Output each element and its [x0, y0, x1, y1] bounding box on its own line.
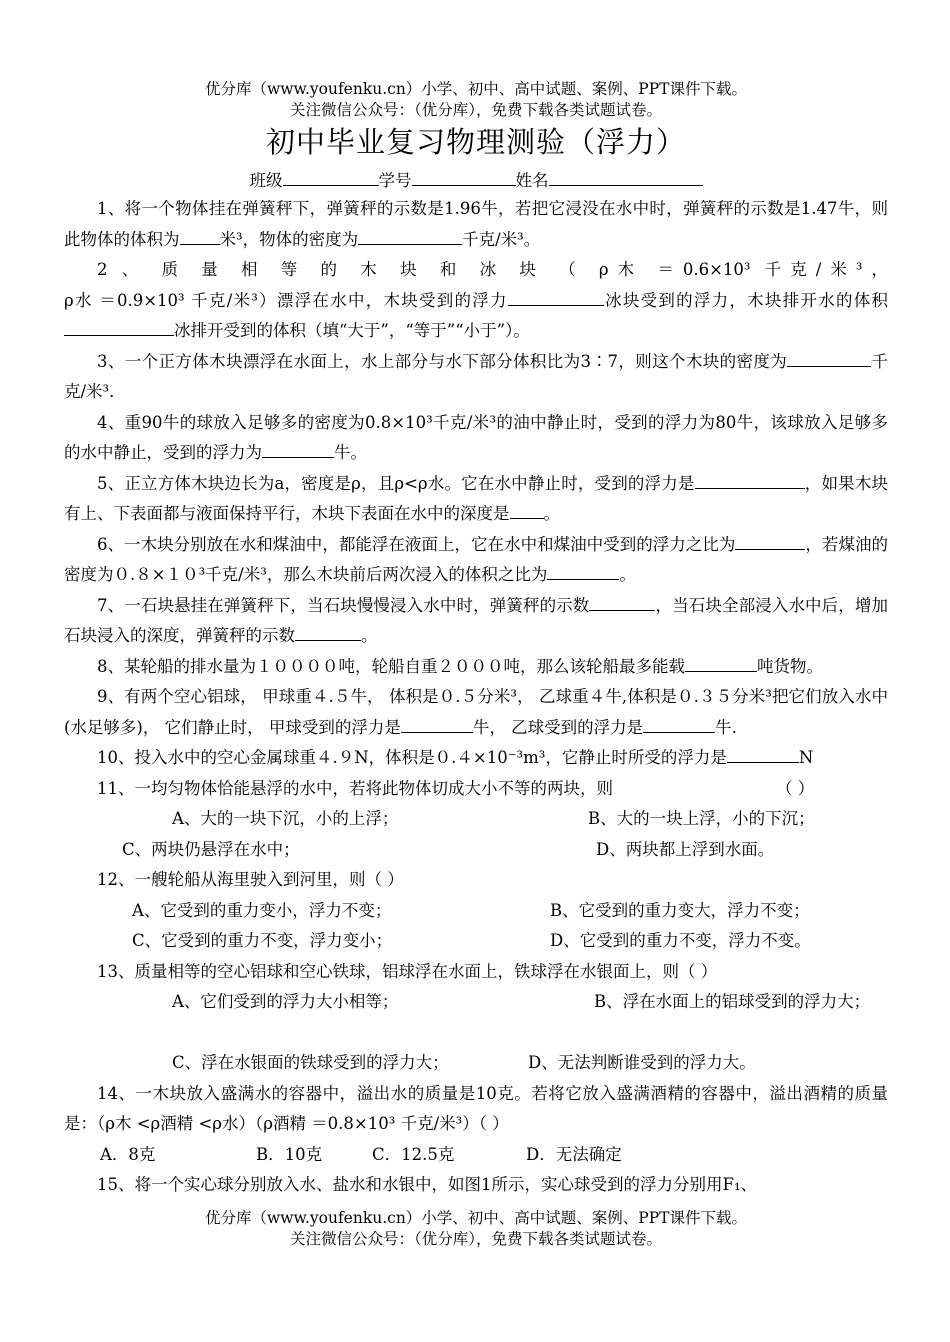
name-label: 姓名 [515, 171, 549, 190]
class-blank [283, 168, 379, 186]
option-c: C、两块仍悬浮在水中； [122, 839, 300, 859]
option-c: C．12.5克 [372, 1144, 455, 1164]
option-a: A、它们受到的浮力大小相等； [172, 992, 399, 1011]
question-11-stem: 11、一均匀物体恰能悬浮的水中，若将此物体切成大小不等的两块，则 （ ） [97, 778, 815, 798]
answer-blank [685, 654, 757, 672]
answer-blank [727, 745, 799, 763]
answer-blank [547, 562, 619, 580]
page-footer [64, 1208, 888, 1250]
option-a: A．8克 [100, 1144, 156, 1164]
option-a: A、大的一块下沉，小的上浮； [172, 809, 399, 828]
question-11-options-ab [64, 804, 888, 835]
question-3: 3、一个正方体木块漂浮在水面上，水上部分与水下部分体积比为3∶7，则这个木块的密度为 千克/米³. [64, 347, 888, 408]
question-9: 9、有两个空心铝球， 甲球重４.５牛， 体积是０.５分米³， 乙球重４牛,体积是０.３５分米³把它们放入水中(水足够多)， 它们静止时， 甲球受到的浮力是 牛， 乙球受到的浮力是 牛. [64, 687, 888, 737]
option-a: A、它受到的重力变小，浮力不变； [132, 900, 392, 920]
option-b: B、它受到的重力变大，浮力不变； [550, 900, 810, 920]
answer-blank [695, 471, 805, 489]
answer-blank [401, 715, 473, 733]
name-blank [549, 168, 703, 186]
question-10: 10、投入水中的空心金属球重４.９N，体积是０.４×10⁻³m³，它静止时所受的浮力是 N [64, 743, 888, 774]
footer-line-1: 优分库（www.youfenku.cn）小学、初中、高中试题、案例、PPT课件下载。 [204, 1209, 748, 1227]
option-d: D、它受到的重力不变，浮力不变。 [550, 931, 811, 950]
answer-blank [262, 440, 334, 458]
option-b: B、大的一块上浮，小的下沉； [588, 809, 815, 828]
answer-blank [64, 318, 174, 336]
id-label: 学号 [378, 171, 412, 190]
question-14-options [64, 1140, 888, 1171]
header-line-2: 关注微信公众号：（优分库），免费下载各类试题试卷。 [289, 101, 662, 119]
question-list [64, 194, 888, 1201]
question-8: 8、某轮船的排水量为１００００吨，轮船自重２０００吨，那么该轮船最多能载 吨货物。 [64, 652, 888, 683]
question-11-options-cd [64, 835, 888, 866]
page-title: 初中毕业复习物理测验（浮力） [265, 125, 686, 159]
header-line-1: 优分库（www.youfenku.cn）小学、初中、高中试题、案例、PPT课件下载。 [204, 80, 748, 98]
question-15: 15、将一个实心球分别放入水、盐水和水银中，如图1所示，实心球受到的浮力分别用F₁、 [97, 1175, 758, 1194]
question-5: 5、正立方体木块边长为a，密度是ρ，且ρ<ρ水。它在水中静止时，受到的浮力是 ，如果木块有上、下表面都与液面保持平行，木块下表面在水中的深度是 。 [64, 469, 888, 530]
question-13-options-cd [64, 1018, 888, 1079]
question-7: 7、一石块悬挂在弹簧秤下，当石块慢慢浸入水中时，弹簧秤的示数 ，当石块全部浸入水中后，增加石块浸入的深度，弹簧秤的示数 。 [64, 591, 888, 652]
question-14: 14、一木块放入盛满水的容器中，溢出水的质量是10克。若将它放入盛满酒精的容器中，溢出酒精的质量是：（ρ木 <ρ酒精 <ρ水）（ρ酒精 ＝0.8×10³ 千克/米³）（ ） [64, 1083, 888, 1133]
question-13-stem: 13、质量相等的空心铝球和空心铁球，铝球浮在水面上，铁球浮在水银面上，则（ ） [97, 961, 718, 981]
question-12-options-ab [64, 896, 888, 927]
answer-blank [787, 349, 871, 367]
option-b: B．10克 [256, 1144, 323, 1164]
option-c: C、它受到的重力不变，浮力变小； [132, 931, 393, 950]
question-12-options-cd [64, 926, 888, 957]
id-blank [412, 168, 516, 186]
student-info-line [64, 168, 888, 193]
option-d: D、两块都上浮到水面。 [596, 839, 775, 859]
answer-blank [295, 623, 361, 641]
answer-blank [735, 532, 805, 550]
question-1: 1、将一个物体挂在弹簧秤下，弹簧秤的示数是1.96牛，若把它浸没在水中时，弹簧秤的示数是1.47牛，则此物体的体积为 米³，物体的密度为 千克/米³。 [64, 199, 888, 249]
question-12-stem: 12、一艘轮船从海里驶入到河里，则（ ） [97, 870, 404, 889]
question-6: 6、一木块分别放在水和煤油中，都能浮在液面上，它在水中和煤油中受到的浮力之比为 ，若煤油的密度为０.８×１０³千克/米³，那么木块前后两次浸入的体积之比为 。 [64, 530, 888, 591]
question-2-line-1: 2 、 质 量 相 等 的 木 块 和 冰 块 （ ρ木 ＝0.6×10³ 千克/米³， [97, 260, 888, 279]
answer-blank [358, 227, 462, 245]
question-13-options-ab [64, 987, 888, 1018]
option-d: D、无法判断谁受到的浮力大。 [528, 1053, 756, 1072]
answer-blank [180, 227, 220, 245]
option-d: D．无法确定 [526, 1144, 622, 1164]
question-2: ρ水 ＝0.9×10³ 千克/米³）漂浮在水中，木块受到的浮力 冰块受到的浮力，木块排开水的体积冰排开受到的体积（填“大于”，“等于”“小于”）。 [64, 286, 888, 347]
question-4: 4、重90牛的球放入足够多的密度为0.8×10³千克/米³的油中静止时，受到的浮力为80牛，该球放入足够多的水中静止，受到的浮力为 牛。 [64, 412, 888, 462]
class-label: 班级 [249, 171, 283, 190]
option-b: B、浮在水面上的铝球受到的浮力大； [594, 992, 871, 1011]
footer-line-2: 关注微信公众号：（优分库），免费下载各类试题试卷。 [289, 1230, 662, 1248]
answer-blank [589, 593, 655, 611]
answer-blank [643, 715, 715, 733]
answer-blank [510, 501, 544, 519]
option-c: C、浮在水银面的铁球受到的浮力大； [172, 1053, 449, 1072]
answer-blank [508, 288, 604, 306]
page-header [64, 79, 888, 121]
